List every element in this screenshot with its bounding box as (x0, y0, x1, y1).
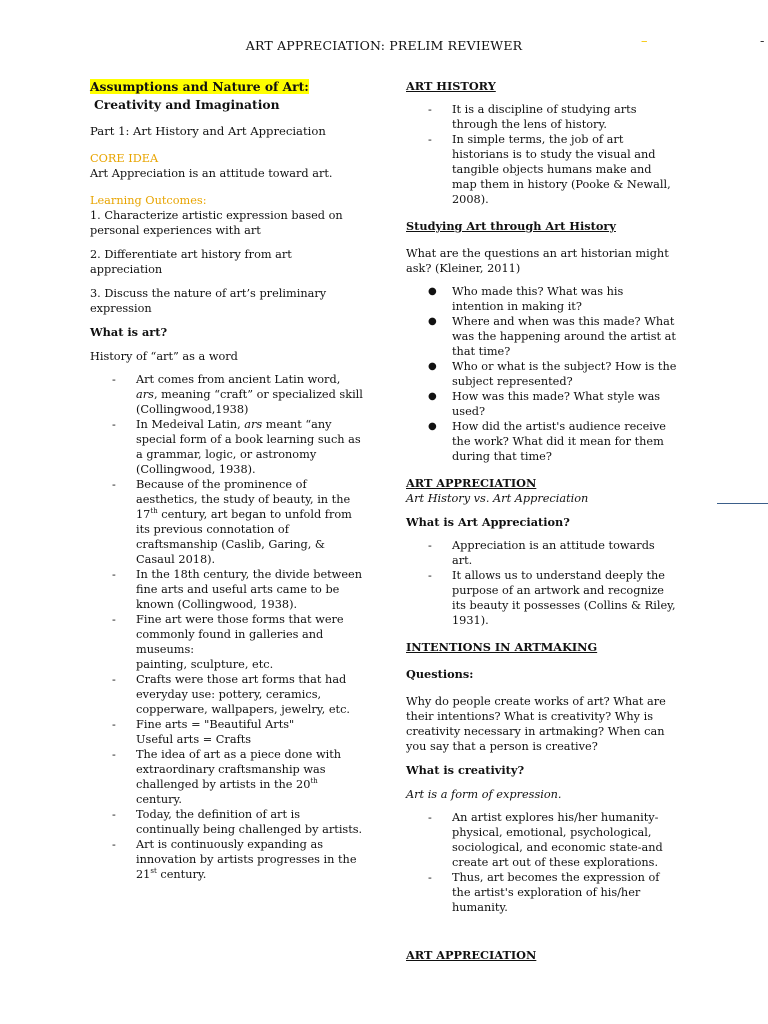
list-item: - Thus, art becomes the expression of the artist's exploration of his/her humanity. (428, 871, 660, 914)
list-item: - It allows us to understand deeply the purpose of an artwork and recognize its beauty it possesses (Collins & Riley, 1931). (428, 569, 676, 627)
list-item: - In simple terms, the job of art historians is to study the visual and tangible objects humans make and map them in history (Pooke & Newall, 2008). (428, 133, 671, 206)
history-of-art-word: History of “art” as a word (90, 350, 238, 363)
art-history-heading: ART HISTORY (406, 79, 496, 93)
core-idea-label: CORE IDEA (90, 152, 159, 165)
art-appreciation-heading: ART APPRECIATION (406, 476, 537, 490)
studying-art-heading: Studying Art through Art History (406, 219, 616, 233)
what-is-appreciation-heading: What is Art Appreciation? (406, 515, 570, 529)
list-item: - Art comes from ancient Latin word, ars, meaning “craft” or specialized skill (Collingwood,1938) (112, 373, 363, 416)
list-item: - The idea of art as a piece done with extraordinary craftsmanship was challenged by artists in the 20th century. (112, 748, 342, 806)
historian-questions-list (406, 284, 678, 464)
learning-outcomes-label: Learning Outcomes: (90, 194, 207, 207)
outcome-3: 3. Discuss the nature of art’s preliminary expression (90, 287, 327, 315)
what-is-creativity-heading: What is creativity? (406, 763, 525, 777)
questions-text: Why do people create works of art? What are their intentions? What is creativity? Why is creativity necessary in artmaking? When can you say that a person is creative? (406, 695, 666, 753)
form-of-expression: Art is a form of expression. (406, 788, 562, 801)
list-item: ● Where and when was this made? What was the happening around the artist at that time? (428, 315, 676, 358)
intentions-heading: INTENTIONS IN ARTMAKING (406, 640, 598, 654)
art-appreciation-subtitle: Art History vs. Art Appreciation (406, 492, 589, 505)
list-item: - Fine art were those forms that were commonly found in galleries and museums: painting, sculpture, etc. (112, 613, 344, 671)
list-item: - In Medeival Latin, ars meant “any special form of a book learning such as a grammar, logic, or astronomy (Collingwood, 1938). (112, 418, 361, 476)
list-item: - Art is continuously expanding as innovation by artists progresses in the 21st century. (112, 838, 357, 881)
list-item: - Fine arts = "Beautiful Arts" Useful arts = Crafts (112, 718, 295, 746)
right-column (406, 79, 678, 963)
section-subheading: Creativity and Imagination (94, 97, 280, 112)
outcome-2: 2. Differentiate art history from art appreciation (90, 248, 292, 276)
list-item: - Today, the definition of art is continually being challenged by artists. (112, 808, 363, 836)
art-history-definition-list (406, 102, 678, 207)
art-history-list (90, 372, 365, 882)
edge-rule-line (717, 503, 768, 504)
outcome-1: 1. Characterize artistic expression based on personal experiences with art (90, 209, 343, 237)
list-item: - Crafts were those art forms that had everyday use: pottery, ceramics, copperware, wallpapers, jewelry, etc. (112, 673, 351, 716)
part-title: Part 1: Art History and Art Appreciation (90, 124, 326, 138)
left-column (90, 79, 365, 882)
list-item: ● How did the artist's audience receive the work? What did it mean for them during that time? (428, 420, 666, 463)
edge-mark: - (760, 34, 765, 49)
list-item: - It is a discipline of studying arts through the lens of history. (428, 103, 637, 131)
list-item: - An artist explores his/her humanity-physical, emotional, psychological, sociological, and economic state-and create art out of these explorations. (428, 811, 663, 869)
highlight-dash-mark: – (641, 34, 648, 49)
historian-questions-intro: What are the questions an art historian might ask? (Kleiner, 2011) (406, 247, 669, 275)
list-item: ● Who made this? What was his intention in making it? (428, 285, 624, 313)
list-item: - In the 18th century, the divide between fine arts and useful arts came to be known (Collingwood, 1938). (112, 568, 362, 611)
section-heading-assumptions: Assumptions and Nature of Art: (90, 79, 309, 94)
what-is-art-heading: What is art? (90, 325, 168, 339)
creativity-list (406, 810, 678, 915)
list-item: - Appreciation is an attitude towards art. (428, 539, 655, 567)
core-idea-text: Art Appreciation is an attitude toward art. (90, 167, 333, 180)
list-item: ● How was this made? What style was used? (428, 390, 661, 418)
questions-label: Questions: (406, 667, 474, 681)
list-item: ● Who or what is the subject? How is the subject represented? (428, 360, 677, 388)
page-title: ART APPRECIATION: PRELIM REVIEWER (245, 38, 523, 53)
art-appreciation-heading-2: ART APPRECIATION (406, 948, 537, 962)
appreciation-list (406, 538, 678, 628)
list-item: - Because of the prominence of aesthetics, the study of beauty, in the 17th century, art began to unfold from its previous connotation of craftsmanship (Caslib, Garing, & Casaul 2018). (112, 478, 352, 566)
